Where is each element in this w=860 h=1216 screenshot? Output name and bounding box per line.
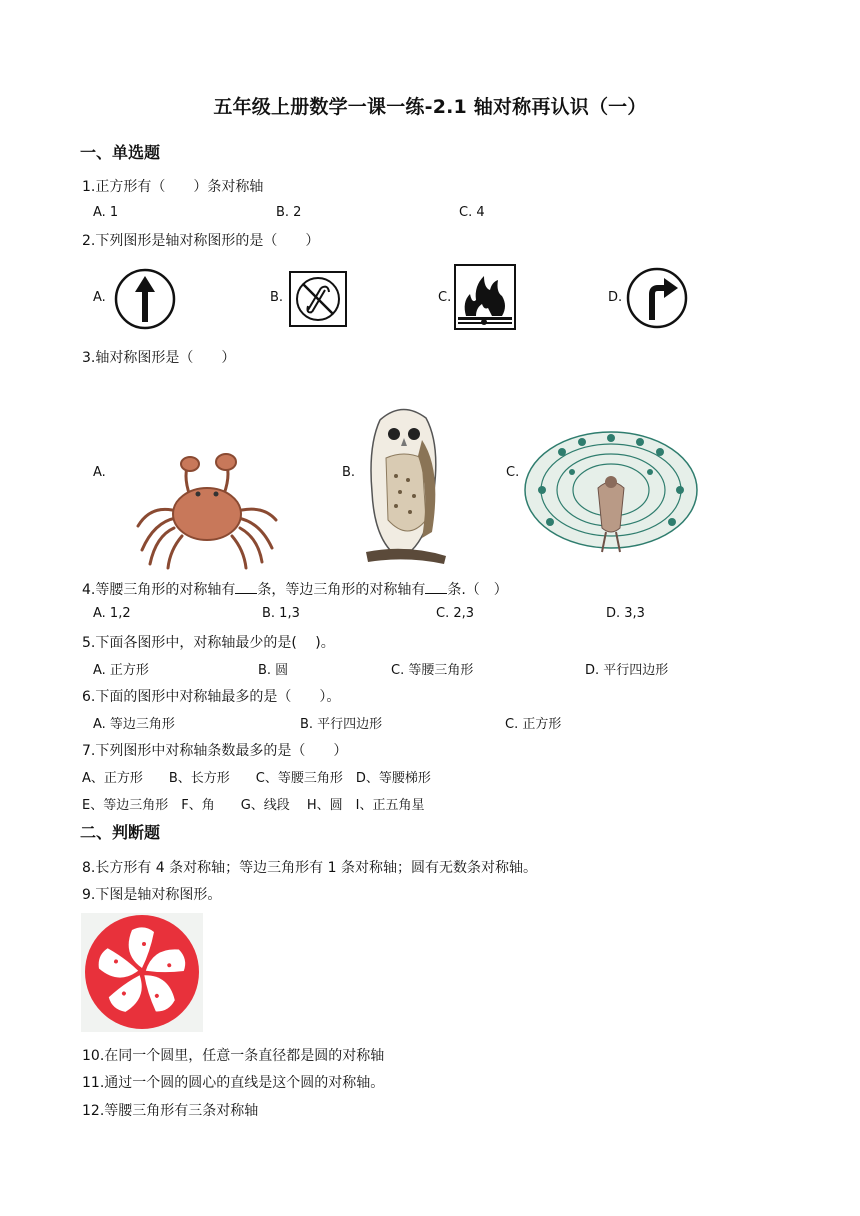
q4-option-b[interactable]: B. 1,3 [262,606,300,621]
q1-option-c[interactable]: C. 4 [459,205,485,220]
q1-option-a[interactable]: A. 1 [93,205,119,220]
q4-blank-2[interactable] [425,581,447,594]
question-6: 6.下面的图形中对称轴最多的是（ ）。 [82,689,341,705]
q2-option-a[interactable]: A. [93,290,106,305]
q6-option-b[interactable]: B. 平行四边形 [300,717,383,732]
question-7: 7.下列图形中对称轴条数最多的是（ ） [82,743,348,759]
q2-option-c[interactable]: C. [438,290,452,305]
question-8: 8.长方形有 4 条对称轴；等边三角形有 1 条对称轴；圆有无数条对称轴。 [82,860,537,876]
right-turn-circle-icon [626,266,688,330]
no-phone-sign-icon [288,270,348,328]
q4-blank-1[interactable] [235,581,257,594]
hong-kong-flag-emblem-icon [81,913,203,1032]
question-3: 3.轴对称图形是（ ） [82,350,236,366]
peacock-icon [522,428,700,558]
q4-option-c[interactable]: C. 2,3 [436,606,475,621]
page-title: 五年级上册数学一课一练-2.1 轴对称再认识（一） [213,96,647,118]
question-1: 1.正方形有（ ）条对称轴 [82,179,264,195]
q3-option-b[interactable]: B. [342,465,356,480]
q5-option-a[interactable]: A. 正方形 [93,663,149,678]
section-heading-single-choice: 一、单选题 [80,143,161,162]
question-2: 2.下列图形是轴对称图形的是（ ） [82,233,320,249]
question-5: 5.下面各图形中，对称轴最少的是( )。 [82,635,335,651]
owl-icon [356,400,448,566]
q7-options-line-2: E、等边三角形 F、角 G、线段 H、圆 I、正五角星 [82,798,425,813]
q5-option-c[interactable]: C. 等腰三角形 [391,663,474,678]
question-10: 10.在同一个圆里，任意一条直径都是圆的对称轴 [82,1048,385,1064]
q1-option-b[interactable]: B. 2 [276,205,302,220]
up-arrow-circle-icon [114,268,176,330]
q5-option-d[interactable]: D. 平行四边形 [585,663,669,678]
q2-option-b[interactable]: B. [270,290,284,305]
section-heading-true-false: 二、判断题 [80,823,161,842]
q7-options-line-1: A、正方形 B、长方形 C、等腰三角形 D、等腰梯形 [82,771,431,786]
q4-text-part-b: 条，等边三角形的对称轴有 [257,582,426,598]
q3-option-c[interactable]: C. [506,465,520,480]
question-9: 9.下图是轴对称图形。 [82,887,222,903]
q3-option-a[interactable]: A. [93,465,106,480]
crab-icon [134,450,280,570]
q5-option-b[interactable]: B. 圆 [258,663,289,678]
question-11: 11.通过一个圆的圆心的直线是这个圆的对称轴。 [82,1075,385,1091]
fire-hazard-sign-icon [454,264,516,330]
q4-option-a[interactable]: A. 1,2 [93,606,131,621]
q6-option-a[interactable]: A. 等边三角形 [93,717,175,732]
q4-text-part-a: 4.等腰三角形的对称轴有 [82,582,236,598]
q2-option-d[interactable]: D. [608,290,623,305]
question-12: 12.等腰三角形有三条对称轴 [82,1103,259,1119]
question-4 [82,579,508,599]
q6-option-c[interactable]: C. 正方形 [505,717,562,732]
q4-text-part-c: 条.（ ） [447,582,508,598]
q4-option-d[interactable]: D. 3,3 [606,606,645,621]
